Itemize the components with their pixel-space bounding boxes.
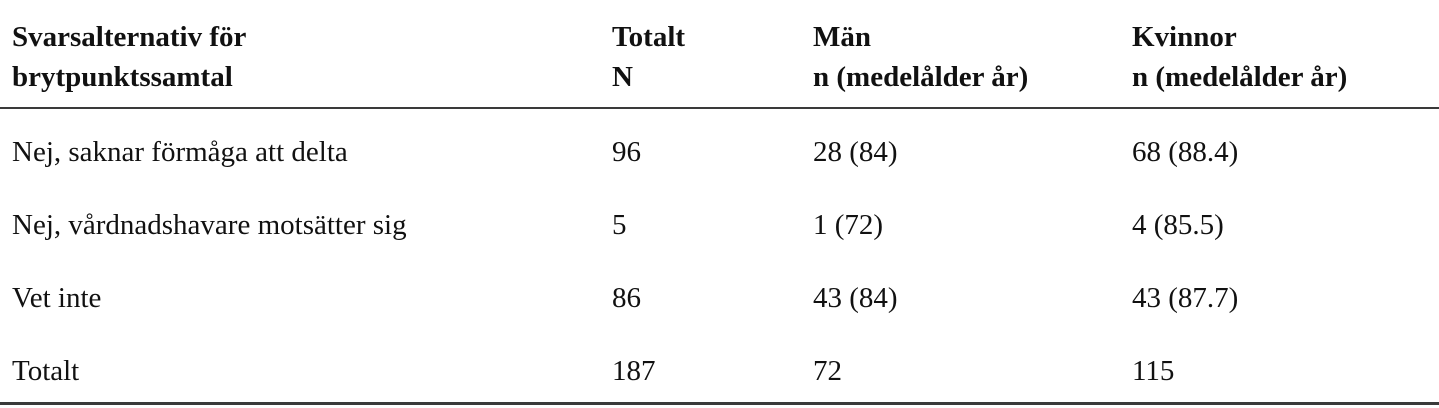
header-line: N <box>612 61 633 93</box>
table-header-row <box>0 0 1439 109</box>
cell-total: 5 <box>612 209 627 241</box>
cell-total: 96 <box>612 136 641 168</box>
cell-men: 28 (84) <box>813 136 898 168</box>
header-line: brytpunktssamtal <box>12 61 233 93</box>
header-men <box>813 17 1028 97</box>
table-row <box>0 115 1439 189</box>
cell-men: 43 (84) <box>813 282 898 314</box>
cell-women: 4 (85.5) <box>1132 209 1224 241</box>
header-line: Kvinnor <box>1132 21 1237 53</box>
cell-women: 43 (87.7) <box>1132 282 1239 314</box>
cell-women: 68 (88.4) <box>1132 136 1239 168</box>
cell-response-option: Totalt <box>12 355 80 387</box>
cell-response-option: Nej, vårdnadshavare motsätter sig <box>12 209 407 241</box>
table-row <box>0 188 1439 262</box>
header-line: Män <box>813 21 871 53</box>
table-row <box>0 261 1439 335</box>
header-women <box>1132 17 1347 97</box>
cell-response-option: Vet inte <box>12 282 102 314</box>
table-bottom-rule <box>0 402 1439 405</box>
header-line: Totalt <box>612 21 686 53</box>
header-response-option <box>12 17 246 97</box>
cell-men: 1 (72) <box>813 209 884 241</box>
header-line: n (medelålder år) <box>813 61 1029 93</box>
header-line: Svarsalternativ för <box>12 21 247 53</box>
cell-total: 187 <box>612 355 656 387</box>
header-line: n (medelålder år) <box>1132 61 1348 93</box>
cell-women: 115 <box>1132 355 1175 387</box>
cell-men: 72 <box>813 355 842 387</box>
cell-response-option: Nej, saknar förmåga att delta <box>12 136 348 168</box>
table-row-total <box>0 334 1439 408</box>
cell-total: 86 <box>612 282 641 314</box>
header-total <box>612 17 685 97</box>
